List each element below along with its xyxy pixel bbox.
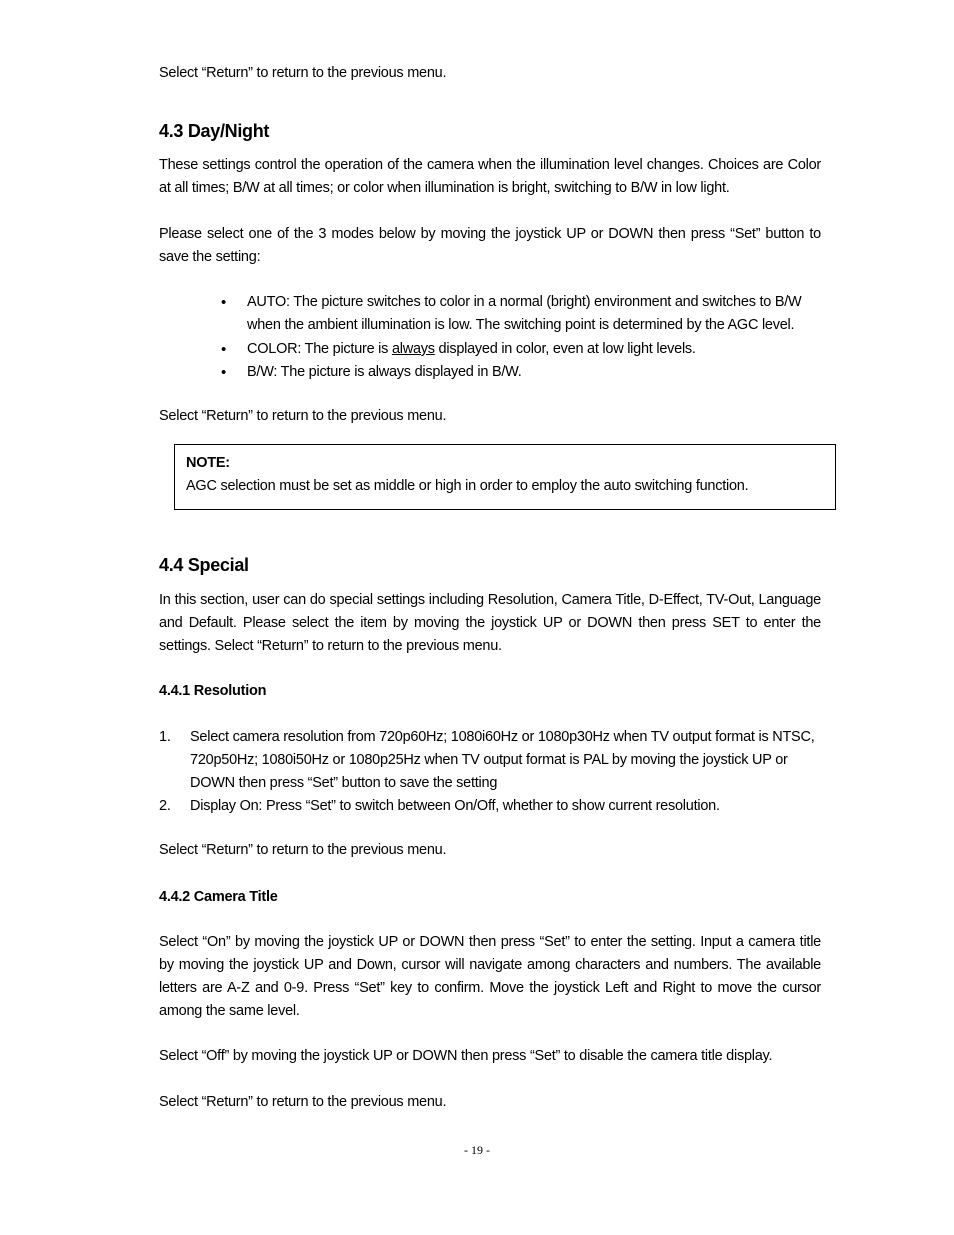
step-text: Select camera resolution from 720p60Hz; 1080i60Hz or 1080p30Hz when TV output format is NTSC, 720p50Hz; 1080i50Hz or 1080p25Hz when TV output format is PAL by moving the joystick UP or DOWN then press “Set” button to save the setting xyxy=(190,729,815,791)
mode-bw-text: B/W: The picture is always displayed in B/W. xyxy=(247,364,522,380)
resolution-step-2 xyxy=(159,795,821,818)
return-instruction-top: Select “Return” to return to the previous menu. xyxy=(159,65,447,81)
note-text: AGC selection must be set as middle or high in order to employ the auto switching function. xyxy=(186,478,749,494)
return-instruction-bottom: Select “Return” to return to the previous menu. xyxy=(159,1094,447,1110)
bullet-icon: • xyxy=(221,341,227,358)
step-number: 2. xyxy=(159,798,171,814)
mode-color-item xyxy=(159,338,821,361)
step-text: Display On: Press “Set” to switch between On/Off, whether to show current resolution. xyxy=(190,798,720,814)
camera-title-on-text: Select “On” by moving the joystick UP or DOWN then press “Set” to enter the setting. Input a camera title by moving the joystick UP and Down, cursor will navigate among characters and numbers. The available letters are A-Z and 0-9. Press “Set” key to confirm. Move the joystick Left and Right to move the cursor among the same level. xyxy=(159,934,821,1019)
section-4-4-1-heading: 4.4.1 Resolution xyxy=(159,683,267,699)
section-4-4-heading: 4.4 Special xyxy=(159,555,249,575)
mode-color-emphasis: always xyxy=(391,341,435,357)
resolution-step-1 xyxy=(159,726,821,795)
step-number: 1. xyxy=(159,729,171,745)
return-instruction-resolution: Select “Return” to return to the previous menu. xyxy=(159,842,447,858)
mode-color-text-post: displayed in color, even at low light levels. xyxy=(434,341,696,357)
day-night-instruction: Please select one of the 3 modes below by moving the joystick UP or DOWN then press “Set” button to save the setting: xyxy=(159,226,821,265)
day-night-intro: These settings control the operation of the camera when the illumination level changes. Choices are Color at all times; B/W at all times; or color when illumination is bright, switching to B/W in low light. xyxy=(159,157,821,196)
note-box xyxy=(174,444,836,510)
section-4-3-heading: 4.3 Day/Night xyxy=(159,121,270,141)
mode-auto-text: AUTO: The picture switches to color in a normal (bright) environment and switches to B/W when the ambient illumination is low. The switching point is determined by the AGC level. xyxy=(247,294,802,333)
mode-bw-item xyxy=(159,361,821,384)
bullet-icon: • xyxy=(221,294,227,311)
camera-title-off-text: Select “Off” by moving the joystick UP or DOWN then press “Set” to disable the camera title display. xyxy=(159,1048,773,1064)
day-night-mode-list xyxy=(159,291,821,384)
return-instruction-day-night: Select “Return” to return to the previous menu. xyxy=(159,408,447,424)
resolution-steps xyxy=(159,726,821,818)
special-intro: In this section, user can do special settings including Resolution, Camera Title, D-Effect, TV-Out, Language and Default. Please select the item by moving the joystick UP or DOWN then press SET to enter the settings. Select “Return” to return to the previous menu. xyxy=(159,592,821,654)
note-label: NOTE: xyxy=(186,455,230,471)
mode-color-text-pre: COLOR: The picture is xyxy=(247,341,392,357)
section-4-4-2-heading: 4.4.2 Camera Title xyxy=(159,889,278,905)
bullet-icon: • xyxy=(221,364,227,381)
page-number: - 19 - xyxy=(464,1143,490,1157)
mode-auto-item xyxy=(159,291,821,337)
